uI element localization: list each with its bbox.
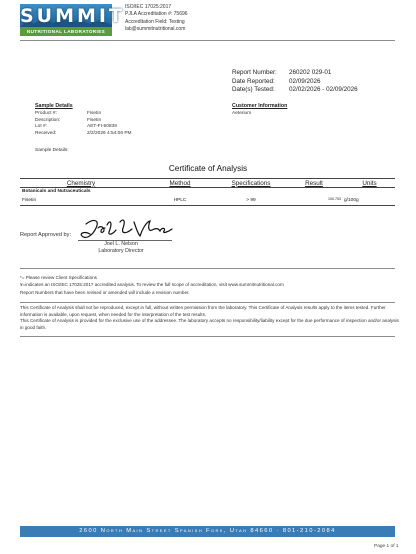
accreditation-block xyxy=(125,4,188,33)
method-cell: HPLC xyxy=(142,196,218,206)
dates-tested: 02/02/2026 - 02/09/2026 xyxy=(289,86,358,94)
logo-wordmark: SUMMIT xyxy=(20,5,125,27)
product-value: Fisetin xyxy=(87,111,102,116)
customer-name: Aeterium xyxy=(232,111,252,116)
description-value: Fisetin xyxy=(87,117,102,123)
logo-subtitle-bar xyxy=(20,27,112,36)
signer-title: Laboratory Director xyxy=(98,248,144,255)
dates-tested-label: Date(s) Tested: xyxy=(232,86,275,94)
disclaimer-paragraph: This Certificate of Analysis shall not be reproduced, except in full, without written permission from the laboratory. This Certificate of Analysis results apply to the items tested. Further information is available, upon request, when needed for the interpretation of the test results. xyxy=(20,305,386,317)
note-line: *= Please review Client Specifications xyxy=(20,275,97,280)
disclaimer-divider xyxy=(20,302,395,303)
note-line: Report Numbers that have been revised or amended will include a revision number. xyxy=(20,289,190,295)
results-header-row xyxy=(20,179,395,188)
date-reported: 02/09/2026 xyxy=(289,77,321,85)
header-divider xyxy=(20,40,395,41)
col-chemistry: Chemistry xyxy=(66,179,96,187)
certificate-title: Certificate of Analysis xyxy=(168,164,248,173)
col-method: Method xyxy=(169,179,191,187)
lot-value: AET-FI-50839 xyxy=(87,124,117,130)
report-info xyxy=(232,69,358,95)
result-cell: 100.753 xyxy=(328,196,341,201)
signer-name: Joel L. Nelson xyxy=(104,241,138,247)
disclaimer-bottom-divider xyxy=(20,336,395,337)
category-row xyxy=(20,188,395,196)
notes-divider xyxy=(20,268,395,269)
date-reported-label: Date Reported: xyxy=(232,77,275,85)
logo-subtitle: NUTRITIONAL LABORATORIES xyxy=(26,29,106,34)
disclaimer-paragraph: This Certificate of Analysis is provided for the exclusive use of the addressee. The laboratory accepts no responsibility/liability except for the due performance of inspection and/or analysis in good faith. xyxy=(20,318,399,330)
accreditation-line: Accreditation Field: Testing xyxy=(125,18,185,25)
product-label: Product #: xyxy=(35,111,57,116)
report-number: 260202 029-01 xyxy=(289,69,332,76)
col-result: Result xyxy=(305,179,323,187)
results-table xyxy=(20,178,395,206)
category-label: Botanicals and Nutraceuticals xyxy=(22,189,91,195)
approved-by-label: Report Approved by: xyxy=(20,232,71,238)
received-label: Received: xyxy=(35,130,57,136)
sample-details-heading: Sample Details xyxy=(35,103,73,109)
customer-info-heading: Customer Information xyxy=(232,103,288,109)
page-number: Page 1 of 1 xyxy=(374,544,399,549)
signer-block xyxy=(80,241,162,255)
note-line: ¥=indicates an ISO/IEC 17025:2017 accredited analysis. To review the full scope of accreditation, visit www.summitnutritional.com xyxy=(20,282,284,288)
sample-details-table xyxy=(35,111,132,137)
accreditation-line: ISO/IEC 17025:2017 xyxy=(125,4,172,10)
logo-banner xyxy=(20,4,125,27)
report-number-label: Report Number: xyxy=(232,69,277,76)
disclaimer-block xyxy=(20,305,402,331)
description-label: Description: xyxy=(35,117,61,123)
company-logo xyxy=(20,4,125,37)
footer-address: 2600 North Main Street Spanish Fork, Utah 84660 · 801-210-2084 xyxy=(79,528,336,534)
table-row xyxy=(20,196,395,206)
contact-email: lab@summitnutritional.com xyxy=(125,25,186,32)
specification-cell: > 99 xyxy=(218,196,284,206)
accreditation-line: PJLA Accreditation #: 75696 xyxy=(125,11,188,18)
notes-block xyxy=(20,274,400,296)
sample-details-label: Sample Details: xyxy=(35,148,69,153)
col-units: Units xyxy=(362,179,377,187)
units-cell: g/100g xyxy=(344,196,395,206)
col-specifications: Specifications xyxy=(231,179,271,187)
lot-label: Lot #: xyxy=(35,124,48,130)
received-value: 2/2/2026 4:54:06 PM xyxy=(87,130,132,136)
chemistry-cell: Fisetin xyxy=(20,196,142,206)
